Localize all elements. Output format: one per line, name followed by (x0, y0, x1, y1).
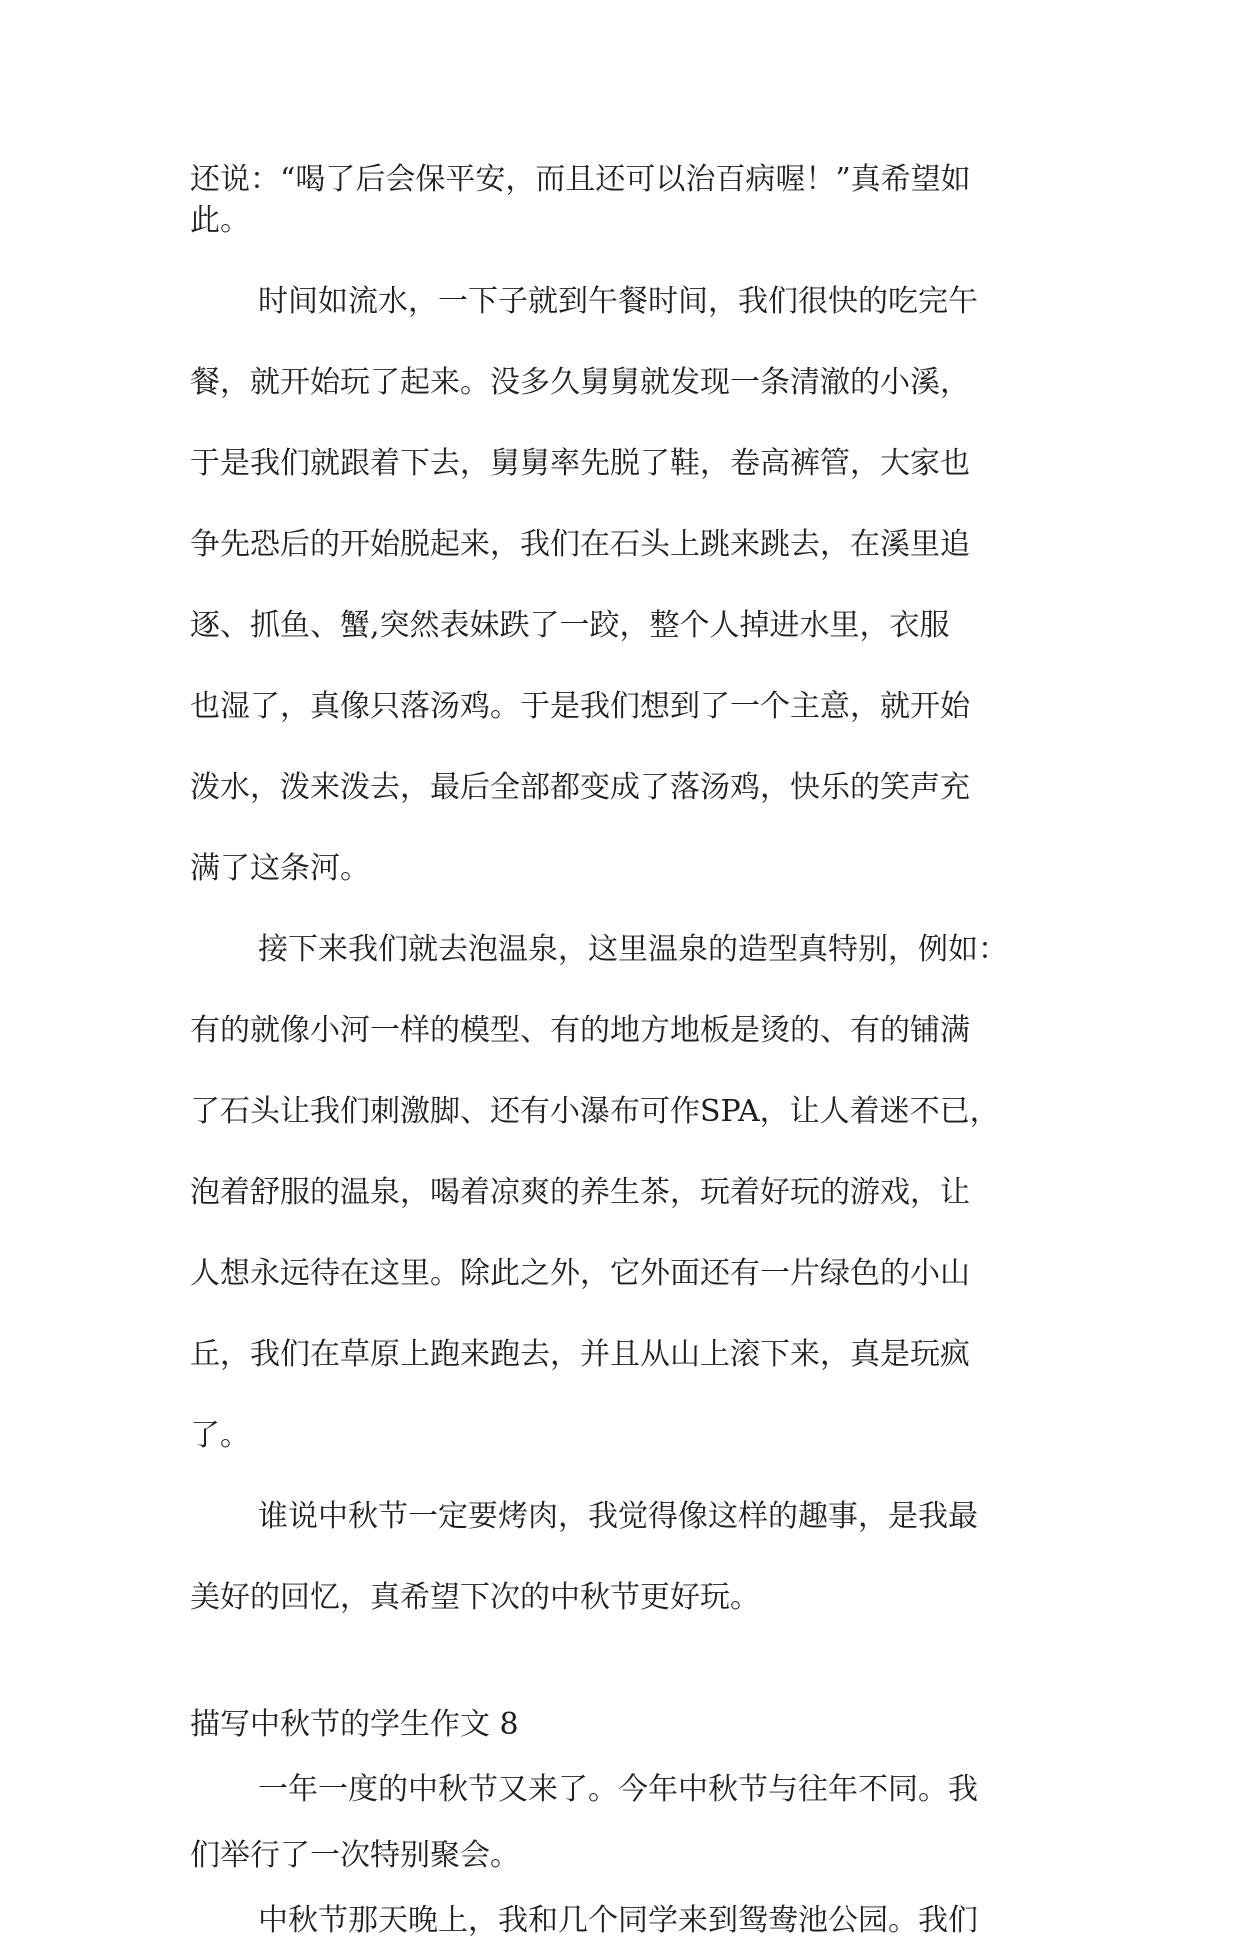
text-line: 美好的回忆，真希望下次的中秋节更好玩。 (190, 1579, 760, 1615)
text-line: 于是我们就跟着下去，舅舅率先脱了鞋，卷高裤管，大家也 (190, 445, 970, 481)
text-line: 满了这条河。 (190, 850, 370, 886)
text-line: 还说：“喝了后会保平安，而且还可以治百病喔！”真希望如 (190, 162, 971, 197)
text-line: 也湿了，真像只落汤鸡。于是我们想到了一个主意，就开始 (190, 688, 970, 724)
text-line: 中秋节那天晚上，我和几个同学来到鸳鸯池公园。我们 (258, 1903, 978, 1938)
paragraph (190, 160, 1050, 241)
text-line: 争先恐后的开始脱起来，我们在石头上跳来跳去，在溪里追 (190, 526, 970, 562)
text-line: 时间如流水，一下子就到午餐时间，我们很快的吃完午 (258, 283, 978, 319)
text-line: 泡着舒服的温泉，喝着凉爽的养生茶，玩着好玩的游戏，让 (190, 1174, 970, 1210)
text-line: 谁说中秋节一定要烤肉，我觉得像这样的趣事，是我最 (258, 1498, 978, 1534)
paragraph (190, 282, 1050, 890)
text-line: 了石头让我们刺激脚、还有小瀑布可作SPA，让人着迷不已， (190, 1093, 1000, 1129)
text-line: 了。 (190, 1417, 250, 1453)
text-line: 泼水，泼来泼去，最后全部都变成了落汤鸡，快乐的笑声充 (190, 769, 970, 805)
paragraph (190, 930, 1050, 1457)
section-heading: 描写中秋节的学生作文 8 (190, 1706, 519, 1742)
text-line: 此。 (190, 202, 250, 238)
text-line: 逐、抓鱼、蟹,突然表妹跌了一跤，整个人掉进水里，衣服 (190, 607, 950, 643)
text-line: 人想永远待在这里。除此之外，它外面还有一片绿色的小山 (190, 1255, 970, 1291)
paragraph (190, 1497, 1050, 1619)
text-line: 丘，我们在草原上跑来跑去，并且从山上滚下来，真是玩疯 (190, 1336, 970, 1372)
text-line: 一年一度的中秋节又来了。今年中秋节与往年不同。我 (258, 1772, 978, 1807)
text-line: 餐，就开始玩了起来。没多久舅舅就发现一条清澈的小溪， (190, 364, 970, 400)
text-line: 们举行了一次特别聚会。 (190, 1837, 520, 1873)
paragraph (190, 1770, 1050, 1876)
text-line: 有的就像小河一样的模型、有的地方地板是烫的、有的铺满 (190, 1012, 970, 1048)
document-body (190, 160, 1050, 1942)
paragraph (190, 1901, 1050, 1942)
text-line: 接下来我们就去泡温泉，这里温泉的造型真特别，例如： (258, 931, 1008, 967)
